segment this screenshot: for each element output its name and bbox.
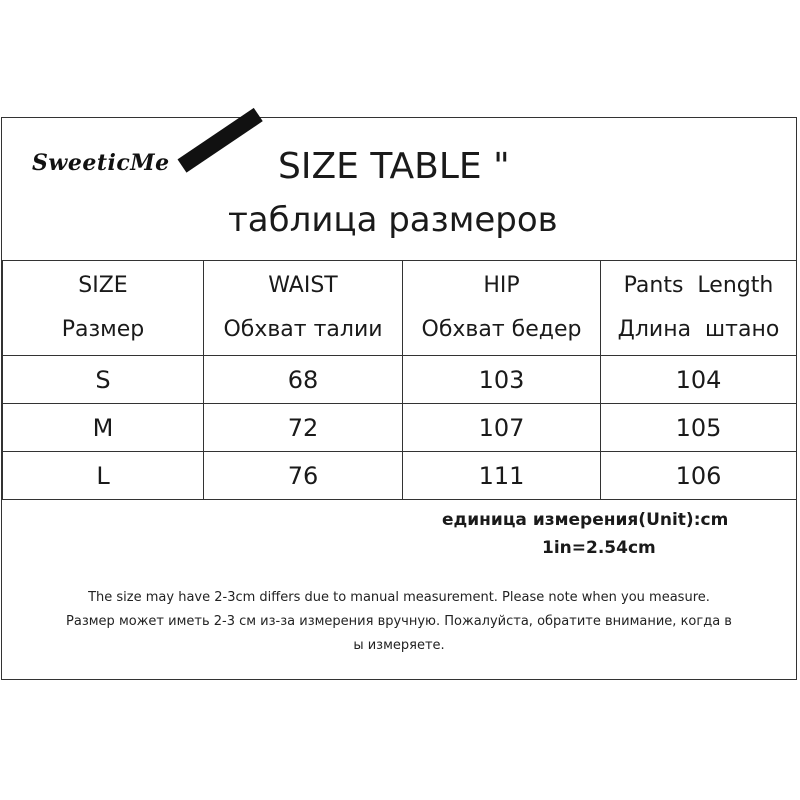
note-russian-line2: ы измеряете. bbox=[353, 638, 445, 653]
table-row bbox=[3, 404, 797, 452]
column-header-en: SIZE bbox=[78, 273, 128, 298]
cell-waist: 72 bbox=[204, 404, 403, 452]
unit-conversion: 1in=2.54cm bbox=[542, 538, 656, 558]
brand-logo bbox=[32, 140, 252, 200]
table-row bbox=[3, 356, 797, 404]
brand-logo-text: SweeticMe bbox=[32, 150, 170, 176]
column-header-en: Pants Length bbox=[623, 273, 774, 298]
column-header-pants-length bbox=[601, 261, 797, 356]
logo-slash-icon bbox=[178, 108, 263, 173]
column-header-ru: Обхват бедер bbox=[421, 317, 582, 342]
note-english: The size may have 2-3cm differs due to manual measurement. Please note when you measure. bbox=[88, 590, 710, 605]
cell-size: L bbox=[3, 452, 204, 500]
cell-size: M bbox=[3, 404, 204, 452]
column-header-hip bbox=[403, 261, 601, 356]
note-russian-line1: Размер может иметь 2-3 см из-за измерения вручную. Пожалуйста, обратите внимание, когда в bbox=[66, 614, 732, 629]
column-header-ru: Размер bbox=[61, 317, 145, 342]
cell-pants-length: 104 bbox=[601, 356, 797, 404]
column-header-en: HIP bbox=[483, 273, 520, 298]
cell-size: S bbox=[3, 356, 204, 404]
column-header-ru: Обхват талии bbox=[223, 317, 383, 342]
cell-waist: 68 bbox=[204, 356, 403, 404]
page-title-russian: таблица размеров bbox=[228, 200, 558, 240]
column-header-waist bbox=[204, 261, 403, 356]
column-header-en: WAIST bbox=[268, 273, 338, 298]
cell-pants-length: 105 bbox=[601, 404, 797, 452]
cell-hip: 111 bbox=[403, 452, 601, 500]
cell-hip: 107 bbox=[403, 404, 601, 452]
size-chart-header bbox=[2, 118, 796, 261]
table-row bbox=[3, 452, 797, 500]
cell-pants-length: 106 bbox=[601, 452, 797, 500]
unit-label: единица измерения(Unit):cm bbox=[442, 510, 729, 530]
table-header-row bbox=[3, 261, 797, 356]
page-title-english: SIZE TABLE " bbox=[278, 146, 510, 187]
column-header-ru: Длина штано bbox=[617, 317, 780, 342]
cell-hip: 103 bbox=[403, 356, 601, 404]
size-table bbox=[2, 260, 797, 500]
column-header-size bbox=[3, 261, 204, 356]
size-chart-frame bbox=[1, 117, 797, 680]
cell-waist: 76 bbox=[204, 452, 403, 500]
